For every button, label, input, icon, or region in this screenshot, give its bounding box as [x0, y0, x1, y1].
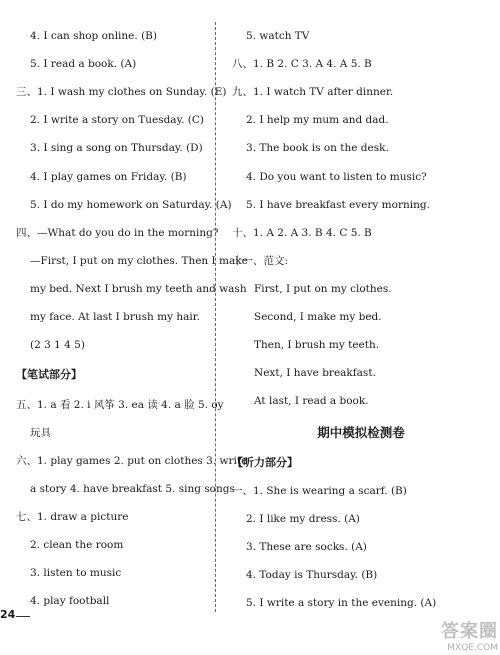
answer-line: 2. clean the room: [30, 539, 124, 551]
answer-line: 5. watch TV: [246, 30, 310, 42]
answer-line: 2. I help my mum and dad.: [246, 114, 389, 126]
section-line: 九、1. I watch TV after dinner.: [232, 86, 394, 98]
section-heading: 【听力部分】: [232, 456, 298, 469]
section-line: 十一、范文:: [232, 255, 289, 267]
section-line: 四、—What do you do in the morning?: [16, 227, 219, 239]
essay-line: First, I put on my clothes.: [254, 283, 392, 295]
column-divider: [215, 22, 216, 612]
answer-line: —First, I put on my clothes. Then I make: [30, 255, 248, 267]
exam-title: 期中模拟检测卷: [317, 425, 405, 440]
answer-line: my bed. Next I brush my teeth and wash: [30, 283, 247, 295]
answer-line: my face. At last I brush my hair.: [30, 311, 200, 323]
section-line: 八、1. B 2. C 3. A 4. A 5. B: [232, 58, 372, 70]
answer-line: 2. I write a story on Tuesday. (C): [30, 114, 205, 126]
section-heading: 【笔试部分】: [16, 368, 82, 381]
section-line: 十、1. A 2. A 3. B 4. C 5. B: [232, 227, 372, 239]
answer-line: 4. I can shop online. (B): [30, 30, 157, 42]
answer-line: 5. I have breakfast every morning.: [246, 199, 430, 211]
essay-line: Next, I have breakfast.: [254, 367, 376, 379]
section-line: 一、1. She is wearing a scarf. (B): [232, 485, 407, 497]
answer-line: 3. I sing a song on Thursday. (D): [30, 142, 203, 154]
answer-line: 5. I do my homework on Saturday. (A): [30, 199, 232, 211]
answer-line: 4. Do you want to listen to music?: [246, 171, 427, 183]
watermark-url: MXQE.COM: [447, 643, 498, 653]
answer-line: 4. I play games on Friday. (B): [30, 171, 187, 183]
section-line: 六、1. play games 2. put on clothes 3. write: [16, 455, 248, 467]
section-line: 七、1. draw a picture: [16, 511, 129, 523]
answer-line: 4. Today is Thursday. (B): [246, 569, 378, 581]
essay-line: Then, I brush my teeth.: [254, 339, 380, 351]
answer-line: 2. I like my dress. (A): [246, 513, 360, 525]
answer-line: 玩具: [30, 427, 51, 439]
watermark-logo: 答案圈: [441, 621, 498, 642]
answer-line: a story 4. have breakfast 5. sing songs: [30, 483, 235, 495]
answer-line: 3. The book is on the desk.: [246, 142, 389, 154]
page-number-rule: [16, 616, 30, 617]
answer-line: 3. listen to music: [30, 567, 122, 579]
answer-line: 4. play football: [30, 595, 110, 607]
section-line: 五、1. a 看 2. i 风筝 3. ea 读 4. a 脸 5. oy: [16, 399, 224, 411]
essay-line: At last, I read a book.: [254, 395, 369, 407]
answer-line: 5. I write a story in the evening. (A): [246, 597, 437, 609]
answer-line: 3. These are socks. (A): [246, 541, 367, 553]
section-line: 三、1. I wash my clothes on Sunday. (E): [16, 86, 227, 98]
watermark: [441, 617, 498, 653]
answer-line: 5. I read a book. (A): [30, 58, 137, 70]
answer-line: (2 3 1 4 5): [30, 339, 85, 351]
page-number: 24: [0, 608, 16, 621]
essay-line: Second, I make my bed.: [254, 311, 382, 323]
